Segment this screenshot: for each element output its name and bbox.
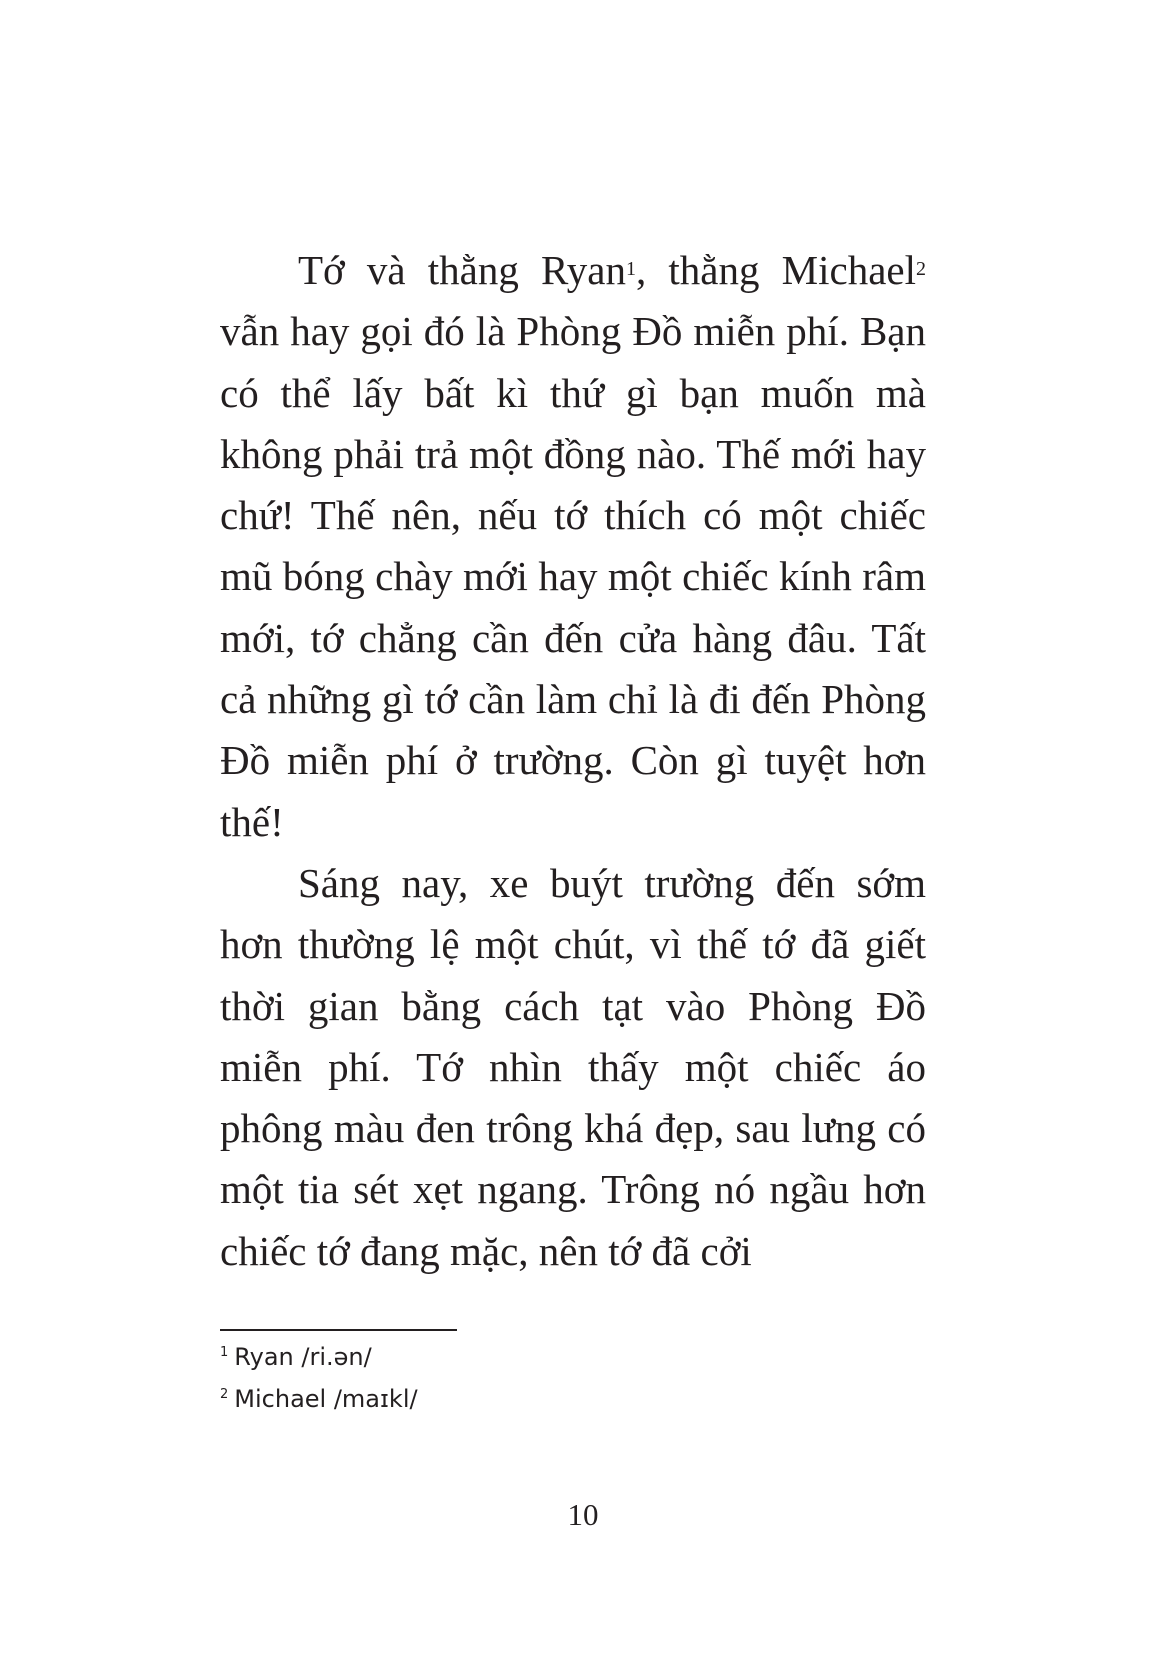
footnote-mark-2: 2	[220, 1387, 229, 1402]
footnote-divider	[220, 1329, 457, 1331]
footnote-text-2: Michael /maɪkl/	[234, 1385, 418, 1413]
footnotes	[220, 1334, 820, 1418]
paragraph-1-part-1: Tớ và thằng Ryan	[298, 247, 626, 293]
footnote-mark-1: 1	[220, 1345, 229, 1360]
body-text	[220, 240, 926, 1282]
page-number: 10	[567, 1497, 599, 1532]
paragraph-2: Sáng nay, xe buýt trường đến sớm hơn thường lệ một chút, vì thế tớ đã giết thời gian bằng cách tạt vào Phòng Đồ miễn phí. Tớ nhìn thấy một chiếc áo phông màu đen trông khá đẹp, sau lưng có một tia sét xẹt ngang. Trông nó ngầu hơn chiếc tớ đang mặc, nên tớ đã cởi	[220, 859, 926, 1274]
footnote-ref-2: 2	[916, 258, 927, 281]
footnote-2	[220, 1376, 820, 1418]
paragraph-1	[220, 240, 926, 853]
paragraph-1-part-3: vẫn hay gọi đó là Phòng Đồ miễn phí. Bạn có thể lấy bất kì thứ gì bạn muốn mà không phải trả một đồng nào. Thế mới hay chứ! Thế nên, nếu tớ thích có một chiếc mũ bóng chày mới hay một chiếc kính râm mới, tớ chẳng cần đến cửa hàng đâu. Tất cả những gì tớ cần làm chỉ là đi đến Phòng Đồ miễn phí ở trường. Còn gì tuyệt hơn thế!	[220, 308, 926, 845]
paragraph-1-part-2: , thằng Michael	[635, 247, 917, 293]
footnote-1	[220, 1334, 820, 1376]
footnote-text-1: Ryan /ri.ən/	[234, 1343, 372, 1371]
footnote-ref-1: 1	[625, 258, 636, 281]
